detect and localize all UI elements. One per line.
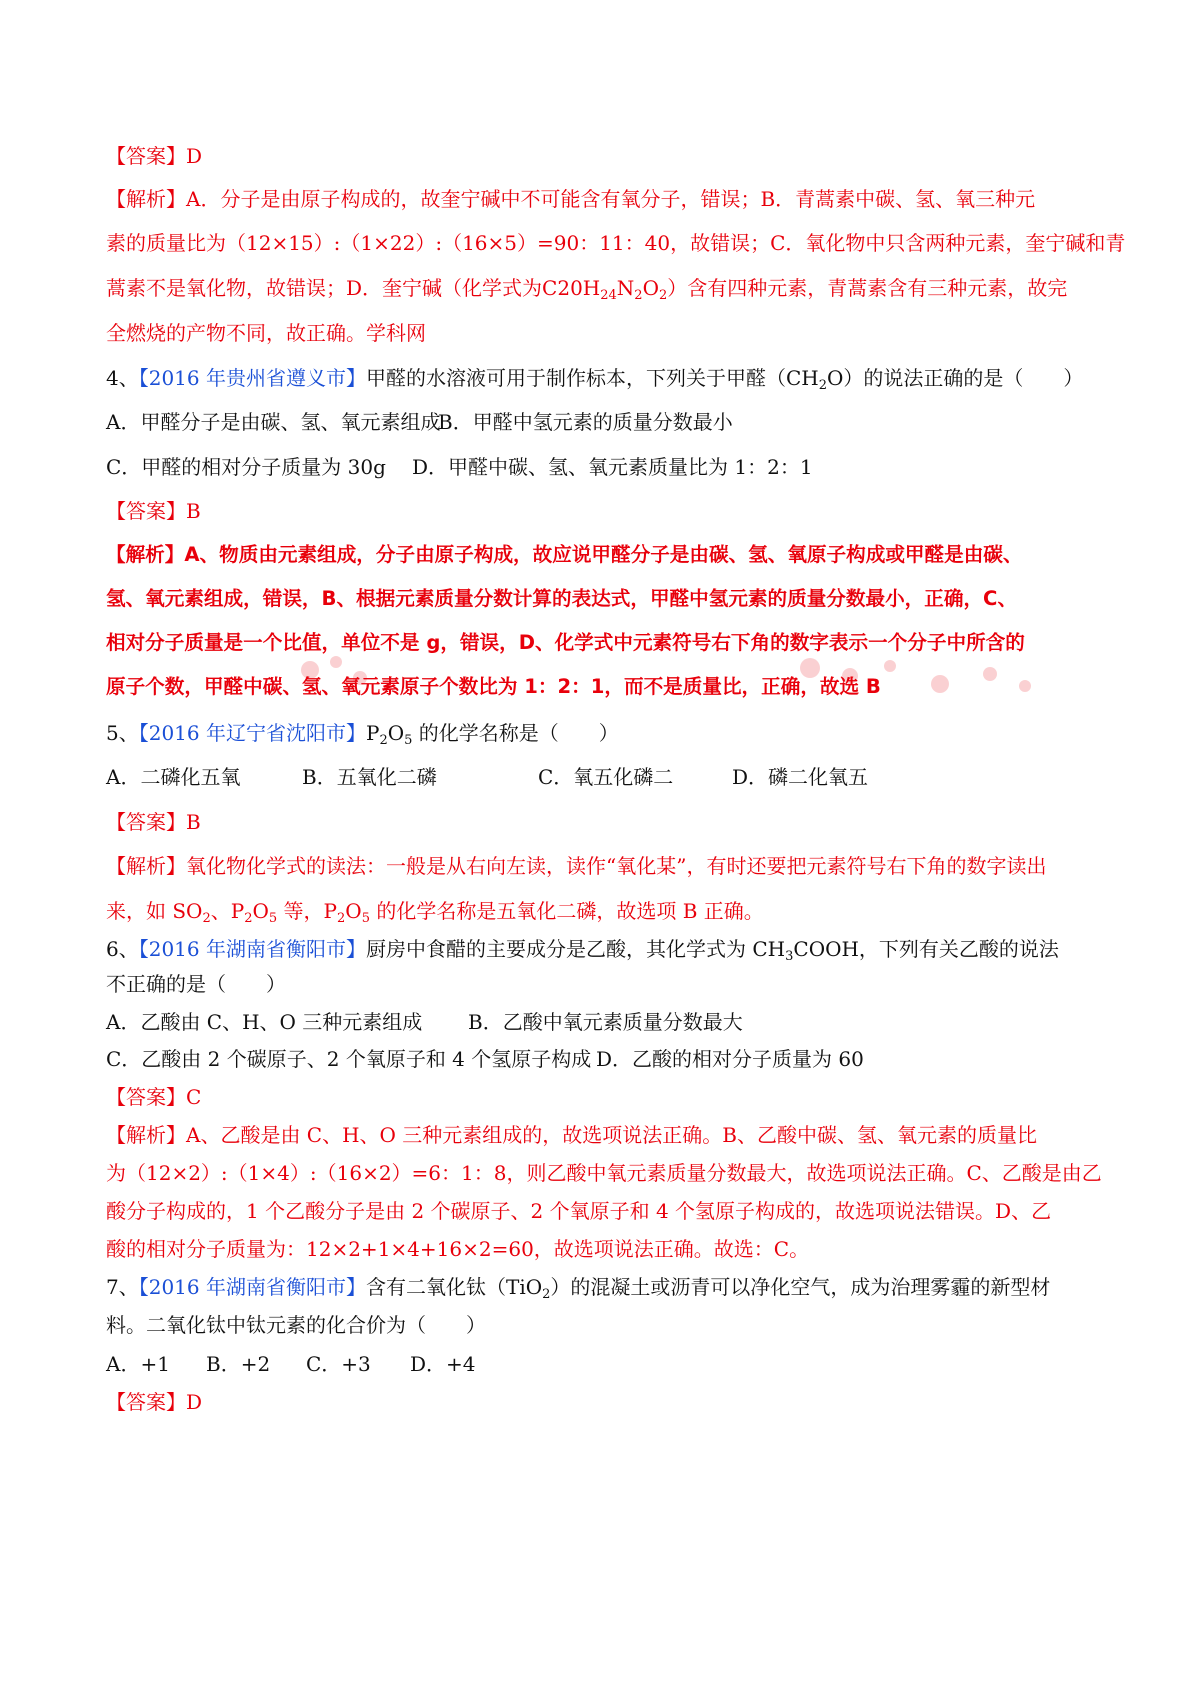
q4-explanation-line-1: 【解析】A、物质由元素组成，分子由原子构成，故应说甲醛分子是由碳、氢、氧原子构成或甲醛是由碳、 — [106, 543, 1023, 566]
q3-explanation-line-4: 全燃烧的产物不同，故正确。学科网 — [106, 321, 426, 345]
q6-stem-line-1: 6、【2016 年湖南省衡阳市】厨房中食醋的主要成分是乙酸，其化学式为 $CH_3COOH$，下列有关乙酸的说法 — [106, 937, 1059, 964]
q4-source: 【2016 年贵州省遵义市】 — [138, 366, 366, 390]
q5-source: 【2016 年辽宁省沈阳市】 — [138, 721, 366, 745]
q6-source: 【2016 年湖南省衡阳市】 — [138, 937, 366, 961]
q3-answer: 【答案】D — [106, 144, 203, 168]
q4-option-c: C．甲醛的相对分子质量为 30g — [106, 455, 386, 479]
q3-explanation-line-2: 素的质量比为（12×15）:（1×22）:（16×5）=90：11：40，故错误；C．氧化物中只含两种元素，奎宁碱和青 — [106, 231, 1126, 255]
q5-option-d: D．磷二化氧五 — [732, 765, 869, 789]
q4-option-b: B．甲醛中氢元素的质量分数最小 — [438, 410, 733, 434]
q4-option-d: D．甲醛中碳、氢、氧元素质量比为 1：2：1 — [412, 455, 813, 479]
q6-stem-line-2: 不正确的是（ ） — [106, 972, 286, 996]
q4-explanation-line-4: 原子个数，甲醛中碳、氢、氧元素原子个数比为 1：2：1，而不是质量比，正确，故选 B — [106, 675, 881, 698]
q4-answer: 【答案】B — [106, 499, 201, 523]
q5-option-a: A．二磷化五氧 — [106, 765, 241, 789]
q6-option-b: B．乙酸中氧元素质量分数最大 — [468, 1010, 743, 1034]
q4-explanation-line-2: 氢、氧元素组成，错误，B、根据元素质量分数计算的表达式，甲醛中氢元素的质量分数最小，正确，C、 — [106, 587, 1018, 610]
q5-answer: 【答案】B — [106, 810, 201, 834]
q5-explanation-line-1: 【解析】氧化物化学式的读法：一般是从右向左读，读作“氧化某”，有时还要把元素符号右下角的数字读出 — [106, 854, 1047, 878]
q5-option-c: C．氧五化磷二 — [538, 765, 674, 789]
q3-explanation-line-1: 【解析】A．分子是由原子构成的，故奎宁碱中不可能含有氧分子，错误；B．青蒿素中碳、氢、氧三种元 — [106, 187, 1036, 211]
q7-option-a: A．+1 — [106, 1352, 170, 1376]
q7-stem-line-1: 7、【2016 年湖南省衡阳市】含有二氧化钛（TiO$_2$）的混凝土或沥青可以净化空气，成为治理雾霾的新型材 — [106, 1275, 1051, 1302]
q3-explanation-line-3: 蒿素不是氧化物，故错误；D．奎宁碱（化学式为$C20H_{24}N_2O_2$）含有四种元素，青蒿素含有三种元素，故完 — [106, 276, 1068, 303]
q4-explanation-line-3: 相对分子质量是一个比值，单位不是 g，错误，D、化学式中元素符号右下角的数字表示一个分子中所含的 — [106, 631, 1025, 654]
q7-option-b: B．+2 — [206, 1352, 271, 1376]
q4-option-a: A．甲醛分子是由碳、氢、氧元素组成 — [106, 410, 441, 434]
q6-explanation-line-1: 【解析】A、乙酸是由 C、H、O 三种元素组成的，故选项说法正确。B、乙酸中碳、氢、氧元素的质量比 — [106, 1123, 1037, 1147]
q6-explanation-line-3: 酸分子构成的，1 个乙酸分子是由 2 个碳原子、2 个氧原子和 4 个氢原子构成的，故选项说法错误。D、乙 — [106, 1199, 1052, 1223]
q7-option-d: D．+4 — [410, 1352, 476, 1376]
q7-option-c: C．+3 — [306, 1352, 371, 1376]
q7-stem-line-2: 料。二氧化钛中钛元素的化合价为（ ） — [106, 1313, 486, 1337]
q6-option-d: D．乙酸的相对分子质量为 60 — [596, 1047, 864, 1071]
q7-source: 【2016 年湖南省衡阳市】 — [138, 1275, 366, 1299]
q6-explanation-line-2: 为（12×2）:（1×4）:（16×2）=6：1：8，则乙酸中氧元素质量分数最大，故选项说法正确。C、乙酸是由乙 — [106, 1161, 1102, 1185]
q7-answer: 【答案】D — [106, 1390, 203, 1414]
q5-stem: 5、【2016 年辽宁省沈阳市】$P_2O_5$ 的化学名称是（ ） — [106, 721, 619, 748]
q5-option-b: B．五氧化二磷 — [302, 765, 437, 789]
q5-explanation-line-2: 来，如 $SO_2$、$P_2O_5$ 等，$P_2O_5$ 的化学名称是五氧化二磷，故选项 B 正确。 — [106, 899, 764, 926]
q4-stem: 4、【2016 年贵州省遵义市】甲醛的水溶液可用于制作标本，下列关于甲醛$(CH_2O)$的说法正确的是（ ） — [106, 366, 1084, 393]
q6-option-a: A．乙酸由 C、H、O 三种元素组成 — [106, 1010, 423, 1034]
q6-option-c: C．乙酸由 2 个碳原子、2 个氧原子和 4 个氢原子构成 — [106, 1047, 592, 1071]
q6-answer: 【答案】C — [106, 1085, 202, 1109]
q6-explanation-line-4: 酸的相对分子质量为：12×2+1×4+16×2=60，故选项说法正确。故选：C。 — [106, 1237, 810, 1261]
